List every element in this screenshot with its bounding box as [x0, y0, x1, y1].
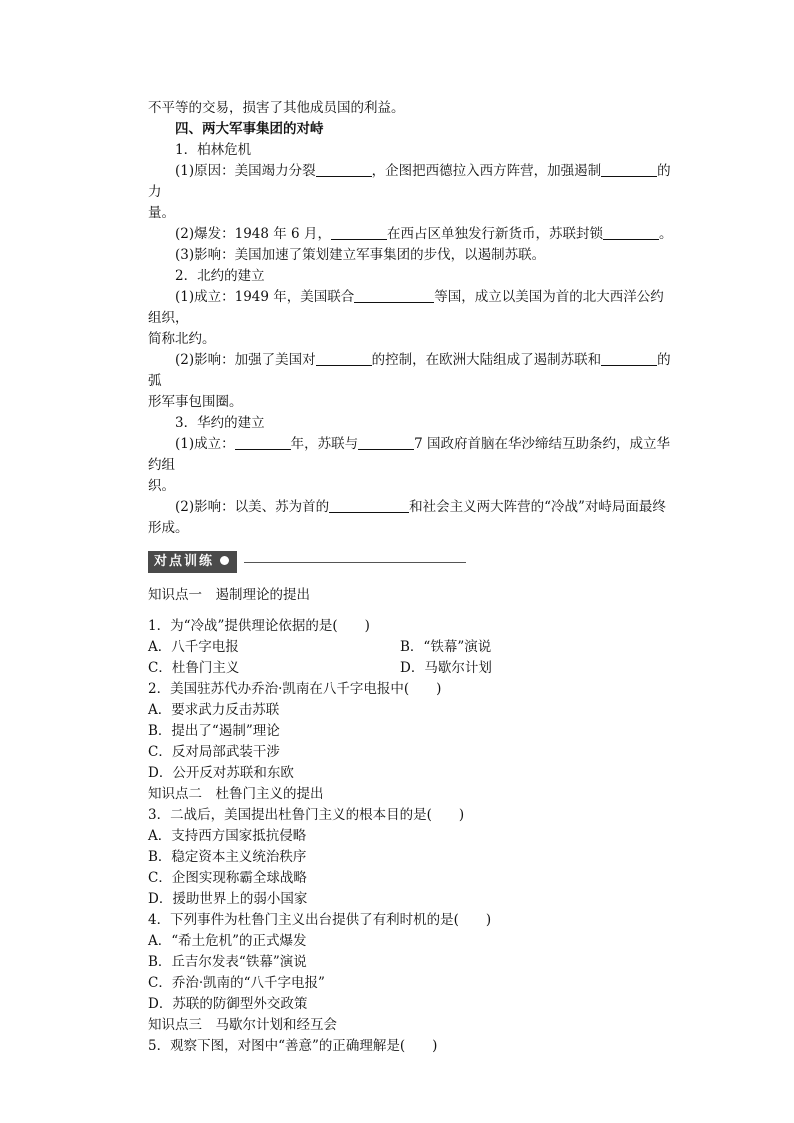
banner-rule: [244, 562, 466, 563]
question-stem: 3．二战后，美国提出杜鲁门主义的根本目的是( ): [148, 807, 465, 823]
question-stem: 2．美国驻苏代办乔治·凯南在八千字电报中( ): [148, 681, 442, 697]
text-segment: 。: [658, 226, 673, 242]
question-stem: 1．为“冷战”提供理论依据的是( ): [148, 618, 370, 634]
bullet-dot-icon: [220, 556, 229, 565]
option-b[interactable]: B．丘吉尔发表“铁幕”演说: [148, 954, 307, 970]
option-d[interactable]: D．苏联的防御型外交政策: [148, 996, 308, 1012]
text-line: [148, 287, 676, 329]
option-a[interactable]: A．“希土危机”的正式爆发: [148, 933, 307, 949]
text-segment: 的弧: [148, 352, 671, 389]
text-line: [148, 497, 676, 518]
text-line: 简称北约。: [148, 331, 216, 347]
text-segment: 7 国政府首脑在华沙缔结互助条约，成立华约组: [148, 436, 671, 473]
option-d[interactable]: D．援助世界上的弱小国家: [148, 891, 308, 907]
section-heading: 四、两大军事集团的对峙: [175, 121, 324, 137]
subheading: 2．北约的建立: [175, 268, 265, 284]
spacer: [148, 606, 676, 616]
subheading: 3．华约的建立: [175, 415, 265, 431]
fill-blank[interactable]: [329, 498, 409, 513]
text-line: [148, 350, 676, 392]
text-segment: 的控制，在欧洲大陆组成了遏制苏联和: [371, 352, 602, 368]
text-segment: 和社会主义两大阵营的“冷战”对峙局面最终: [409, 499, 666, 515]
document-page: [148, 98, 676, 1057]
option-b[interactable]: B．提出了“遏制”理论: [148, 723, 280, 739]
option-row: [148, 637, 676, 658]
text-segment: 年，苏联与: [290, 436, 359, 452]
text-line: 形成。: [148, 520, 189, 536]
option-a[interactable]: A．要求武力反击苏联: [148, 702, 280, 718]
text-segment: (2)爆发：1948 年 6 月，: [175, 226, 331, 242]
fill-blank[interactable]: [235, 435, 291, 450]
text-segment: 在西占区单独发行新货币，苏联封锁: [386, 226, 603, 242]
text-segment: 等国，成立以美国为首的北大西洋公约组织，: [148, 289, 664, 326]
knowledge-point-heading: 知识点二 杜鲁门主义的提出: [148, 786, 324, 802]
text-segment: ，企图把西德拉入西方阵营，加强遏制: [371, 163, 602, 179]
option-c[interactable]: C．企图实现称霸全球战略: [148, 870, 307, 886]
fill-blank[interactable]: [316, 351, 372, 366]
option-b[interactable]: B．稳定资本主义统治秩序: [148, 849, 307, 865]
option-c[interactable]: C．杜鲁门主义: [148, 660, 240, 676]
text-line: [148, 161, 676, 203]
text-segment: (1)原因：美国竭力分裂: [175, 163, 316, 179]
text-line: [148, 434, 676, 476]
fill-blank[interactable]: [601, 162, 657, 177]
text-segment: (1)成立：1949 年，美国联合: [175, 289, 355, 305]
text-line: 不平等的交易，损害了其他成员国的利益。: [148, 100, 405, 116]
fill-blank[interactable]: [603, 225, 659, 240]
option-c[interactable]: C．反对局部武装干涉: [148, 744, 280, 760]
text-line: 形军事包围圈。: [148, 394, 243, 410]
banner-label: 对点训练: [154, 554, 215, 569]
question-stem: 5．观察下图，对图中“善意”的正确理解是( ): [148, 1038, 438, 1054]
option-a[interactable]: A．支持西方国家抵抗侵略: [148, 828, 307, 844]
option-c[interactable]: C．乔治·凯南的“八千字电报”: [148, 975, 325, 991]
option-d[interactable]: D．马歇尔计划: [400, 660, 492, 676]
option-a[interactable]: A．八千字电报: [148, 639, 239, 655]
option-d[interactable]: D．公开反对苏联和东欧: [148, 765, 294, 781]
text-line: [148, 224, 676, 245]
knowledge-point-heading: 知识点三 马歇尔计划和经互会: [148, 1017, 337, 1033]
text-segment: (1)成立：: [175, 436, 235, 452]
subheading: 1．柏林危机: [175, 142, 252, 158]
fill-blank[interactable]: [358, 435, 414, 450]
banner-tag: [148, 551, 237, 573]
option-row: [148, 658, 676, 679]
fill-blank[interactable]: [601, 351, 657, 366]
text-line: 量。: [148, 205, 175, 221]
fill-blank[interactable]: [316, 162, 372, 177]
text-segment: 的力: [148, 163, 671, 200]
fill-blank[interactable]: [331, 225, 387, 240]
fill-blank[interactable]: [354, 288, 434, 303]
question-stem: 4．下列事件为杜鲁门主义出台提供了有利时机的是( ): [148, 912, 492, 928]
option-b[interactable]: B．“铁幕”演说: [400, 639, 492, 655]
section-banner: [148, 551, 676, 575]
text-segment: (2)影响：以美、苏为首的: [175, 499, 330, 515]
text-line: (3)影响：美国加速了策划建立军事集团的步伐，以遏制苏联。: [175, 247, 546, 263]
knowledge-point-heading: 知识点一 遏制理论的提出: [148, 587, 310, 603]
text-line: 织。: [148, 478, 175, 494]
text-segment: (2)影响：加强了美国对: [175, 352, 316, 368]
